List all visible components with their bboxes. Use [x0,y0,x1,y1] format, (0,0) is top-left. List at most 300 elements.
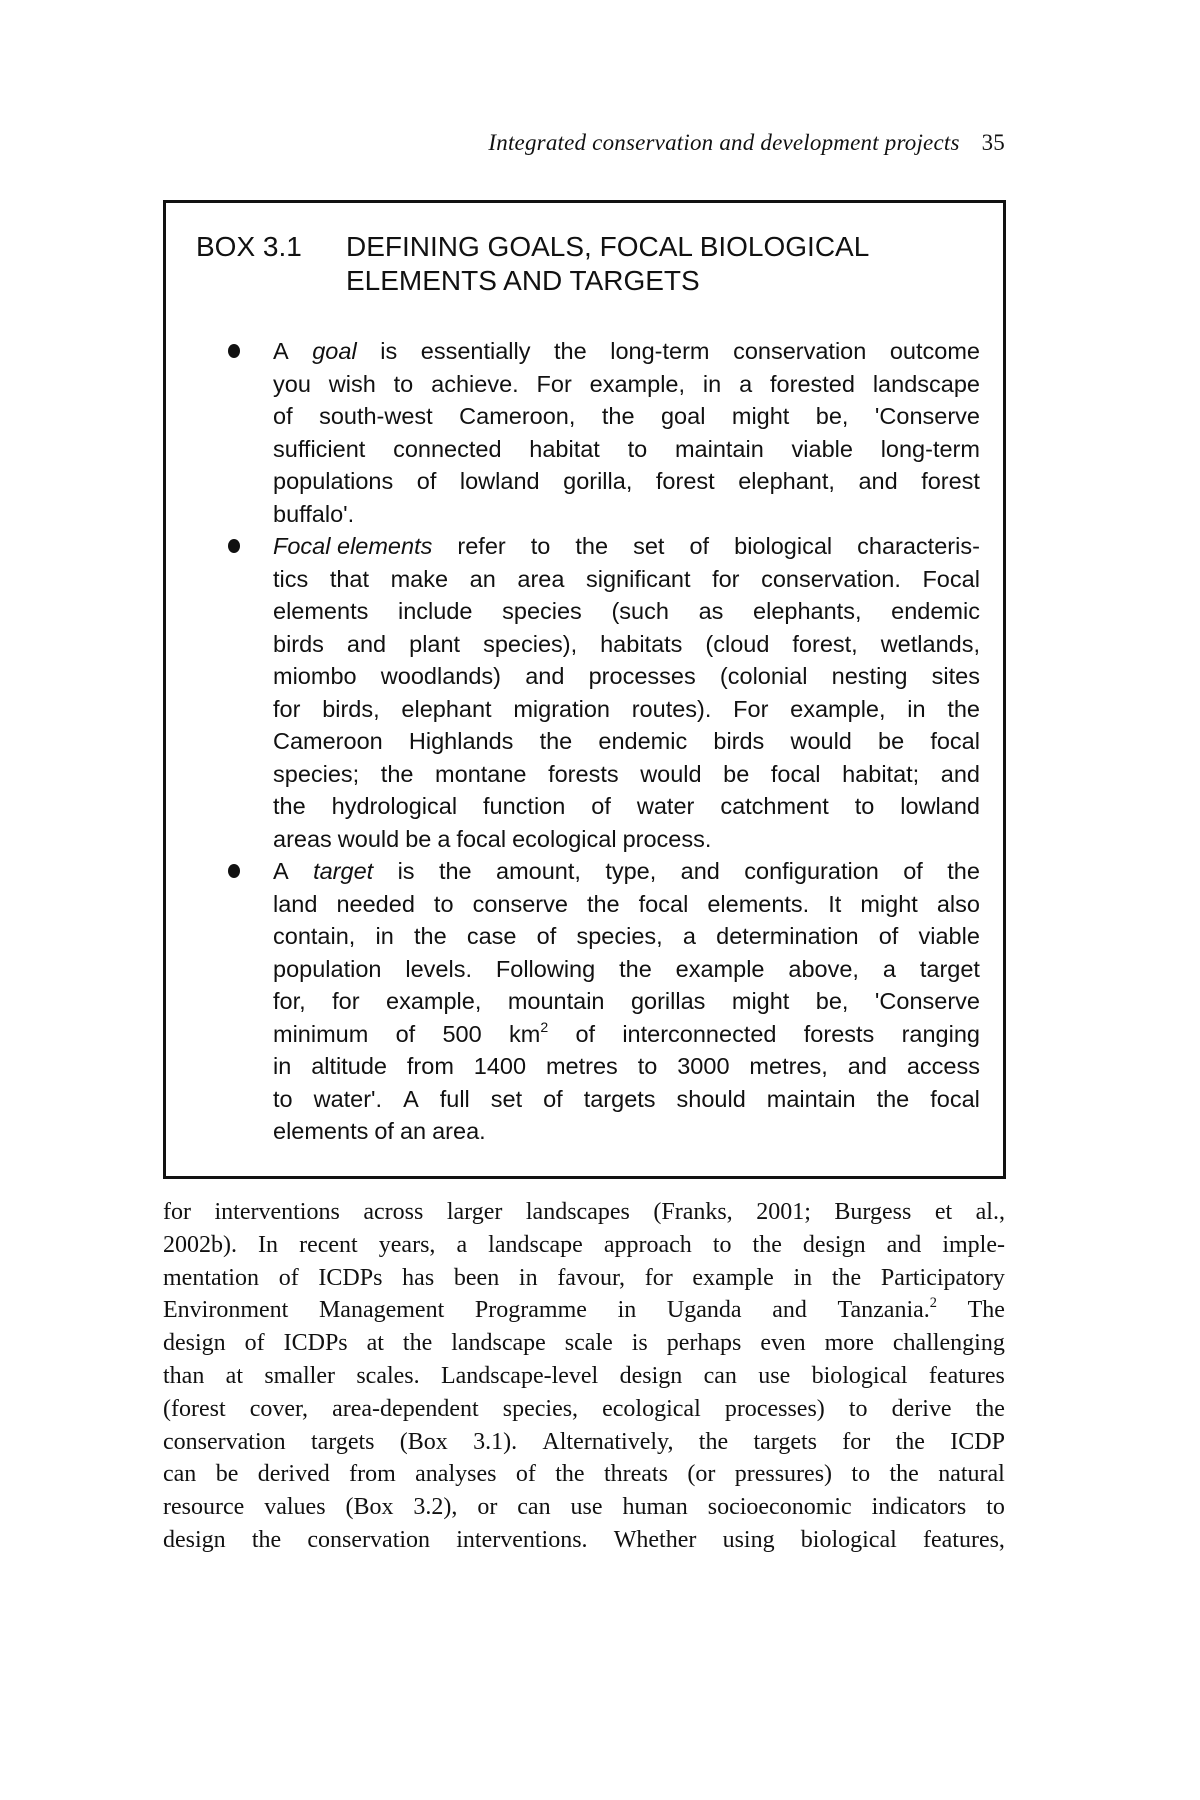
word: Management [318,1297,445,1324]
word: focal [930,1085,980,1112]
word: plant [409,630,461,657]
text-line [163,1491,1005,1524]
word: 'Conserve [874,403,980,429]
word: years, [378,1231,436,1258]
word: of [273,403,293,429]
word: favour, [557,1264,625,1291]
word: for [842,1428,871,1455]
word: of [244,1330,265,1357]
word: be, [815,988,849,1014]
word: would [640,760,702,787]
word: to [637,1053,658,1079]
word: challenging [892,1330,1005,1357]
word: socioeconomic [707,1494,852,1521]
word: target [919,955,980,982]
text-line [273,563,980,596]
word: area-dependent [332,1395,479,1422]
word: of [278,1264,299,1291]
word: be, [815,403,849,429]
word: et [934,1199,953,1225]
text-line [273,790,980,823]
word: been [453,1264,500,1291]
word: wish [328,370,376,397]
word: $km^2$ [508,1018,549,1047]
word: interconnected [622,1020,777,1047]
word: hydrological [331,793,458,819]
word: the [539,728,573,754]
word: smaller [264,1362,335,1389]
word: process. [622,825,712,852]
word: 2001; [756,1199,811,1225]
word: and [886,1231,922,1258]
word: al., [975,1199,1005,1225]
word: imple- [942,1231,1005,1258]
word: be [878,728,905,754]
word: viable [918,923,980,949]
word: Focal [922,565,980,592]
text-line [273,855,980,888]
word: lowland [459,468,540,494]
word: characteris- [857,533,980,559]
word: of [536,923,557,949]
word: biological [800,1526,897,1553]
word: Cameroon [273,728,383,754]
word: Uganda [666,1297,742,1324]
word: would [790,728,852,754]
word: ICDPs [283,1330,348,1357]
word: the [698,1428,729,1455]
word: to [851,1461,871,1488]
text-line [273,693,980,726]
word: the [380,760,414,787]
word: in [702,370,722,397]
word: birds, [322,695,380,722]
word: long-term [610,338,710,364]
text-line [273,1050,980,1083]
word: to [712,1231,732,1258]
word: buffalo'. [273,500,355,527]
word: the [889,1461,919,1488]
word: of [515,1461,536,1488]
word: landscape [872,370,980,397]
word: The [967,1297,1005,1324]
word: include [398,598,473,624]
text-line [163,1294,1005,1327]
word: ICDPs [318,1264,383,1291]
word: features, [922,1526,1005,1553]
word: area. [432,1118,486,1144]
word: cover, [249,1395,309,1422]
word: a [739,370,753,397]
word: woodlands) [380,663,501,689]
running-title: Integrated conservation and development projects [488,130,960,155]
word: the [251,1526,282,1553]
word: function [483,793,566,819]
bullet-text [273,335,980,530]
word: forested [770,370,855,397]
word: a [682,923,696,949]
word: elephants, [753,598,862,624]
word: can [703,1362,737,1389]
word: for [332,988,360,1014]
word: area [517,565,565,592]
word: perhaps [666,1330,742,1357]
word: landscape [488,1231,583,1258]
body-paragraph [163,1196,1005,1557]
word: at [225,1362,243,1389]
word: endemic [598,728,688,754]
word: of [416,468,437,494]
text-line [163,1360,1005,1393]
word: derived [257,1461,330,1488]
word: Programme [474,1297,587,1324]
word: might [731,403,790,429]
word: of [591,793,611,819]
word: long-term [880,435,980,462]
word: forest [655,468,715,494]
word: the [413,923,447,949]
word: the [752,1231,782,1258]
page-number: 35 [981,130,1005,155]
word: migration [513,695,610,722]
word: goal [660,403,706,429]
word: of [543,1085,563,1112]
word: that [329,565,370,592]
word: land [273,890,318,917]
word: populations [273,468,394,494]
word: essentially [420,338,531,364]
word: Following [495,955,596,982]
bullet-item [166,335,1003,530]
word: to [530,533,551,559]
word: 'Conserve [874,988,980,1014]
word: larger [446,1199,503,1225]
word: human [622,1494,688,1521]
word: birds [713,728,765,754]
word: connected [393,435,502,462]
word: features [928,1362,1005,1389]
word: biological [734,533,833,559]
word: endemic [891,598,980,624]
word: for [273,695,301,722]
word: indicators [871,1494,967,1521]
word: Environment [163,1297,289,1324]
word: be [405,825,432,852]
word: example [692,1264,774,1291]
word: biological [811,1362,908,1389]
word: might [731,988,790,1014]
bullet-text [273,855,980,1148]
word: a [437,825,451,852]
word: example, [386,988,482,1014]
word: habitat [529,435,600,462]
word: the [876,1085,910,1112]
word: elephant [401,695,492,722]
word: determination [716,923,859,949]
word: species, [502,1395,579,1422]
box-heading-line-1: DEFINING GOALS, FOCAL BIOLOGICAL [346,231,870,262]
word: is [631,1330,648,1357]
text-line [163,1393,1005,1426]
word: derive [891,1395,952,1422]
word: to [848,1395,868,1422]
word: the [947,858,980,884]
word: elements. [707,890,810,917]
word: the [273,793,306,819]
word: focal [638,890,689,917]
word: sufficient [273,435,366,462]
word: can [163,1461,197,1488]
word: example, [589,370,686,397]
word: scales. [356,1362,420,1389]
bullet-icon [228,344,240,358]
word: areas [273,825,332,852]
word: species, [576,923,663,949]
word: It [828,890,842,917]
word: be [723,760,750,787]
word: 2002b). [163,1231,237,1258]
word: species [502,598,582,624]
word: gorilla, [563,468,633,494]
word: elephant, [738,468,835,494]
word: maintain [766,1085,856,1112]
word: you [273,370,311,397]
word: use [758,1362,791,1389]
word: resource [163,1494,245,1521]
word: would [337,825,400,852]
word: forest, [792,630,858,657]
word: and [847,1053,887,1079]
word: approach [603,1231,692,1258]
word: conservation. [761,565,901,592]
text-line [273,1083,980,1116]
word: the [831,1264,862,1291]
text-line [273,465,980,498]
word: the [555,1461,585,1488]
word: in [617,1297,637,1324]
text-line [273,823,980,856]
word: population [273,955,382,982]
word: focal [456,825,507,852]
word: 1400 [473,1053,527,1079]
word: full [439,1085,470,1112]
bullet-item [166,855,1003,1148]
word: (forest [163,1395,226,1422]
word: catchment [720,793,829,819]
word: to [393,370,414,397]
bullet-list [166,335,1003,1148]
word: to [986,1494,1005,1521]
word: amount, [496,858,581,884]
word: and [772,1297,807,1324]
word: goal [312,338,357,364]
text-line [273,725,980,758]
word: tics [273,565,309,592]
word: Cameroon, [459,403,576,429]
word: forests [803,1020,875,1047]
word: habitat; [842,760,920,787]
word: Tanzania.$^2$ [837,1295,937,1324]
text-line [273,498,980,531]
text-line [273,953,980,986]
word: For [733,695,769,722]
word: the [895,1428,925,1455]
word: case [466,923,517,949]
word: miombo [273,663,357,689]
word: might [860,890,918,917]
bullet-icon [228,864,240,878]
box-number: BOX 3.1 [196,231,302,262]
word: 3.1). [473,1428,518,1455]
word: metres, [749,1053,828,1079]
word: (or [687,1461,716,1488]
word: threats [603,1461,668,1488]
word: targets [583,1085,656,1112]
word: conserve [472,890,568,917]
word: mentation [163,1264,259,1291]
word: the [554,338,587,364]
word: interventions. [456,1526,588,1553]
word: focal [930,728,980,754]
word: the [975,1395,1005,1422]
text-line [273,400,980,433]
word: scale [564,1330,613,1357]
word: set [490,1085,523,1112]
word: ranging [901,1020,980,1047]
word: ICDP [950,1428,1005,1455]
text-line [163,1327,1005,1360]
word: design [163,1526,226,1553]
word: example [675,955,765,982]
word: in [273,1053,292,1079]
word: 3000 [677,1053,730,1079]
word: conservation [163,1428,286,1455]
word: for [163,1199,191,1225]
word: Burgess [834,1199,912,1225]
box-heading [346,230,976,298]
word: Participatory [880,1264,1005,1291]
text-line [273,888,980,921]
word: mountain [507,988,605,1014]
text-line [273,368,980,401]
word: example, [790,695,886,722]
word: for [712,565,740,592]
word: forests [548,760,619,787]
word: pressures) [734,1461,833,1488]
word: and [346,630,387,657]
word: (colonial [719,663,808,689]
text-line [273,758,980,791]
word: than [163,1362,205,1389]
word: can [517,1494,551,1521]
word: viable [791,435,853,462]
word: from [406,1053,454,1079]
word: ecological [602,1395,701,1422]
word: is [380,338,398,364]
word: the [619,955,652,982]
word: natural [938,1461,1005,1488]
word: for [644,1264,673,1291]
bullet-icon [228,539,240,553]
word: water'. [313,1085,383,1112]
word: targets [753,1428,817,1455]
word: processes [588,663,696,689]
word: (cloud [705,630,770,657]
word: values [264,1494,326,1521]
text-line [273,985,980,1018]
word: access [906,1053,980,1079]
word: (Franks, [653,1199,733,1225]
word: (Box [345,1494,394,1521]
word: water [636,793,695,819]
word: targets [310,1428,375,1455]
word: species), [483,630,578,657]
word: across [363,1199,424,1225]
word: the [947,695,980,722]
word: elements [273,598,369,624]
word: In [258,1231,279,1258]
text-line [273,1115,980,1148]
word: an [469,565,496,592]
word: of [395,1020,416,1047]
word: birds [273,630,324,657]
word: an [399,1118,427,1144]
bullet-item [166,530,1003,855]
word: be [215,1461,239,1488]
word: A [403,1085,419,1112]
word: elements [273,1118,369,1144]
text-line [163,1262,1005,1295]
word: For [536,370,572,397]
box-title [196,230,976,298]
word: and [680,858,720,884]
running-head [163,130,1005,156]
word: make [390,565,449,592]
word: achieve. [431,370,519,397]
word: also [936,890,980,917]
word: routes). [631,695,712,722]
word: lowland [900,793,980,819]
word: more [824,1330,874,1357]
word: is [397,858,415,884]
word: design [802,1231,866,1258]
word: or [477,1494,498,1521]
word: A [273,338,289,364]
word: 500 [442,1020,482,1047]
word: metres [545,1053,618,1079]
word: to [433,890,454,917]
word: gorillas [630,988,706,1014]
word: 3.2), [413,1494,458,1521]
word: type, [605,858,657,884]
word: Landscape-level [440,1362,599,1389]
word: and [525,663,565,689]
text-line [163,1458,1005,1491]
word: interventions [214,1199,340,1225]
word: minimum [273,1020,369,1047]
word: of [878,923,899,949]
word: should [676,1085,746,1112]
word: recent [299,1231,358,1258]
word: configuration [744,858,879,884]
word: design [163,1330,226,1357]
word: ecological [512,825,617,852]
word: as [698,598,724,624]
word: south-west [319,403,433,429]
word: landscapes [525,1199,630,1225]
word: has [402,1264,435,1291]
word: Alternatively, [542,1428,674,1455]
